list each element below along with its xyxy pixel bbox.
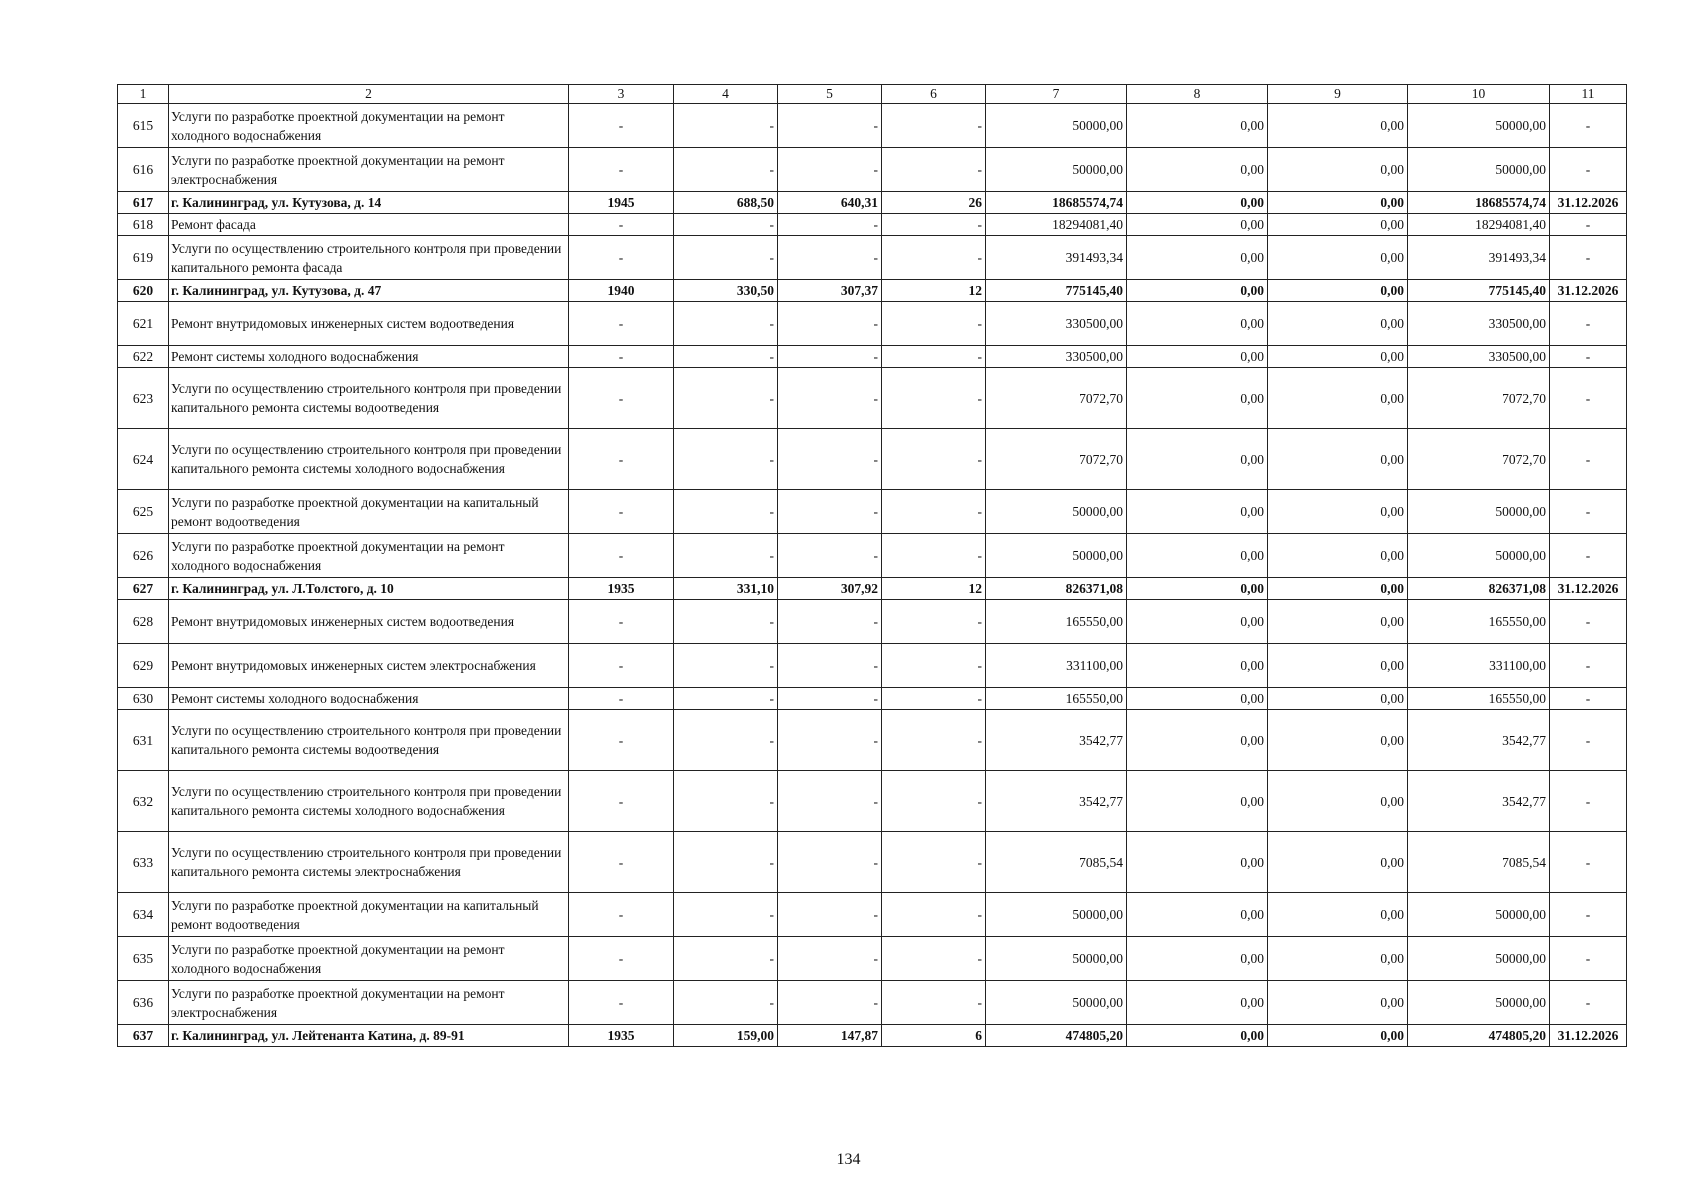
row-number-cell: 622	[118, 346, 169, 368]
cost-cell: 0,00	[1127, 832, 1268, 893]
living-area-cell: -	[778, 832, 882, 893]
deadline-cell: -	[1550, 771, 1627, 832]
cost-cell: 0,00	[1127, 981, 1268, 1025]
description-cell: Услуги по разработке проектной документации на ремонт холодного водоснабжения	[169, 534, 569, 578]
total-cost-cell: 474805,20	[986, 1025, 1127, 1047]
year-cell: 1935	[569, 578, 674, 600]
area-cell: -	[674, 302, 778, 346]
total-cost-cell: 50000,00	[986, 534, 1127, 578]
deadline-cell: -	[1550, 710, 1627, 771]
deadline-cell: -	[1550, 214, 1627, 236]
table-row	[118, 368, 1627, 429]
description-cell: Услуги по разработке проектной документации на ремонт электроснабжения	[169, 981, 569, 1025]
deadline-cell: -	[1550, 429, 1627, 490]
total-cost-cell: 775145,40	[986, 280, 1127, 302]
residents-cell: -	[882, 981, 986, 1025]
fund-cost-cell: 775145,40	[1408, 280, 1550, 302]
description-cell: Услуги по осуществлению строительного контроля при проведении капитального ремонта системы водоотведения	[169, 710, 569, 771]
area-cell: -	[674, 688, 778, 710]
year-cell: -	[569, 490, 674, 534]
cost-cell: 0,00	[1268, 302, 1408, 346]
row-number-cell: 624	[118, 429, 169, 490]
area-cell: -	[674, 534, 778, 578]
fund-cost-cell: 50000,00	[1408, 104, 1550, 148]
residents-cell: -	[882, 771, 986, 832]
column-header: 7	[986, 85, 1127, 104]
residents-cell: -	[882, 214, 986, 236]
year-cell: 1940	[569, 280, 674, 302]
fund-cost-cell: 330500,00	[1408, 302, 1550, 346]
cost-cell: 0,00	[1127, 1025, 1268, 1047]
deadline-cell: -	[1550, 148, 1627, 192]
cost-cell: 0,00	[1268, 346, 1408, 368]
row-number-cell: 636	[118, 981, 169, 1025]
cost-cell: 0,00	[1127, 893, 1268, 937]
total-cost-cell: 50000,00	[986, 490, 1127, 534]
cost-cell: 0,00	[1268, 534, 1408, 578]
row-number-cell: 626	[118, 534, 169, 578]
residents-cell: -	[882, 688, 986, 710]
area-cell: -	[674, 346, 778, 368]
fund-cost-cell: 391493,34	[1408, 236, 1550, 280]
cost-cell: 0,00	[1268, 148, 1408, 192]
area-cell: -	[674, 981, 778, 1025]
total-cost-cell: 50000,00	[986, 937, 1127, 981]
area-cell: -	[674, 236, 778, 280]
fund-cost-cell: 331100,00	[1408, 644, 1550, 688]
deadline-cell: -	[1550, 302, 1627, 346]
year-cell: -	[569, 148, 674, 192]
residents-cell: -	[882, 644, 986, 688]
residents-cell: -	[882, 710, 986, 771]
cost-cell: 0,00	[1127, 346, 1268, 368]
deadline-cell: -	[1550, 688, 1627, 710]
cost-cell: 0,00	[1268, 578, 1408, 600]
address-row	[118, 192, 1627, 214]
year-cell: -	[569, 214, 674, 236]
row-number-cell: 621	[118, 302, 169, 346]
residents-cell: -	[882, 534, 986, 578]
total-cost-cell: 7072,70	[986, 429, 1127, 490]
year-cell: -	[569, 644, 674, 688]
total-cost-cell: 50000,00	[986, 148, 1127, 192]
total-cost-cell: 18294081,40	[986, 214, 1127, 236]
year-cell: -	[569, 302, 674, 346]
cost-cell: 0,00	[1127, 368, 1268, 429]
deadline-cell: -	[1550, 490, 1627, 534]
column-header: 1	[118, 85, 169, 104]
year-cell: -	[569, 346, 674, 368]
living-area-cell: -	[778, 981, 882, 1025]
year-cell: -	[569, 104, 674, 148]
cost-cell: 0,00	[1268, 688, 1408, 710]
fund-cost-cell: 7085,54	[1408, 832, 1550, 893]
area-cell: -	[674, 490, 778, 534]
living-area-cell: -	[778, 368, 882, 429]
row-number-cell: 629	[118, 644, 169, 688]
cost-cell: 0,00	[1127, 937, 1268, 981]
description-cell: Ремонт фасада	[169, 214, 569, 236]
area-cell: 330,50	[674, 280, 778, 302]
fund-cost-cell: 165550,00	[1408, 600, 1550, 644]
cost-cell: 0,00	[1268, 214, 1408, 236]
year-cell: -	[569, 937, 674, 981]
residents-cell: -	[882, 302, 986, 346]
cost-cell: 0,00	[1127, 214, 1268, 236]
fund-cost-cell: 18685574,74	[1408, 192, 1550, 214]
row-number-cell: 620	[118, 280, 169, 302]
living-area-cell: -	[778, 302, 882, 346]
deadline-cell: 31.12.2026	[1550, 280, 1627, 302]
area-cell: 688,50	[674, 192, 778, 214]
row-number-cell: 625	[118, 490, 169, 534]
year-cell: -	[569, 832, 674, 893]
residents-cell: -	[882, 104, 986, 148]
year-cell: -	[569, 534, 674, 578]
description-cell: Услуги по разработке проектной документации на капитальный ремонт водоотведения	[169, 490, 569, 534]
description-cell: Услуги по осуществлению строительного контроля при проведении капитального ремонта фасада	[169, 236, 569, 280]
deadline-cell: -	[1550, 104, 1627, 148]
description-cell: Ремонт внутридомовых инженерных систем электроснабжения	[169, 644, 569, 688]
table-row	[118, 346, 1627, 368]
living-area-cell: 307,37	[778, 280, 882, 302]
table-row	[118, 832, 1627, 893]
table-row	[118, 771, 1627, 832]
total-cost-cell: 165550,00	[986, 688, 1127, 710]
column-number-header-row	[118, 85, 1627, 104]
cost-cell: 0,00	[1268, 1025, 1408, 1047]
fund-cost-cell: 50000,00	[1408, 148, 1550, 192]
living-area-cell: -	[778, 688, 882, 710]
residents-cell: 26	[882, 192, 986, 214]
living-area-cell: -	[778, 346, 882, 368]
year-cell: -	[569, 236, 674, 280]
row-number-cell: 627	[118, 578, 169, 600]
row-number-cell: 628	[118, 600, 169, 644]
total-cost-cell: 3542,77	[986, 771, 1127, 832]
column-header: 8	[1127, 85, 1268, 104]
total-cost-cell: 7072,70	[986, 368, 1127, 429]
residents-cell: -	[882, 236, 986, 280]
cost-cell: 0,00	[1127, 771, 1268, 832]
address-row	[118, 578, 1627, 600]
total-cost-cell: 3542,77	[986, 710, 1127, 771]
description-cell: г. Калининград, ул. Кутузова, д. 47	[169, 280, 569, 302]
column-header: 9	[1268, 85, 1408, 104]
table-row	[118, 214, 1627, 236]
cost-cell: 0,00	[1268, 236, 1408, 280]
deadline-cell: -	[1550, 236, 1627, 280]
row-number-cell: 635	[118, 937, 169, 981]
living-area-cell: -	[778, 490, 882, 534]
deadline-cell: -	[1550, 893, 1627, 937]
living-area-cell: -	[778, 600, 882, 644]
area-cell: -	[674, 214, 778, 236]
year-cell: -	[569, 688, 674, 710]
cost-cell: 0,00	[1127, 429, 1268, 490]
area-cell: -	[674, 104, 778, 148]
cost-cell: 0,00	[1268, 893, 1408, 937]
total-cost-cell: 330500,00	[986, 302, 1127, 346]
row-number-cell: 618	[118, 214, 169, 236]
description-cell: Ремонт системы холодного водоснабжения	[169, 688, 569, 710]
cost-cell: 0,00	[1127, 710, 1268, 771]
description-cell: Услуги по осуществлению строительного контроля при проведении капитального ремонта системы холодного водоснабжения	[169, 429, 569, 490]
column-header: 4	[674, 85, 778, 104]
living-area-cell: -	[778, 104, 882, 148]
address-row	[118, 280, 1627, 302]
description-cell: Ремонт внутридомовых инженерных систем водоотведения	[169, 302, 569, 346]
area-cell: 159,00	[674, 1025, 778, 1047]
table-row	[118, 236, 1627, 280]
living-area-cell: -	[778, 429, 882, 490]
cost-cell: 0,00	[1268, 104, 1408, 148]
cost-cell: 0,00	[1127, 688, 1268, 710]
living-area-cell: -	[778, 710, 882, 771]
description-cell: Ремонт внутридомовых инженерных систем водоотведения	[169, 600, 569, 644]
fund-cost-cell: 3542,77	[1408, 710, 1550, 771]
living-area-cell: 307,92	[778, 578, 882, 600]
cost-cell: 0,00	[1268, 832, 1408, 893]
residents-cell: -	[882, 429, 986, 490]
cost-cell: 0,00	[1127, 578, 1268, 600]
total-cost-cell: 331100,00	[986, 644, 1127, 688]
living-area-cell: 640,31	[778, 192, 882, 214]
residents-cell: 12	[882, 280, 986, 302]
table-row	[118, 937, 1627, 981]
area-cell: -	[674, 771, 778, 832]
row-number-cell: 617	[118, 192, 169, 214]
table-row	[118, 710, 1627, 771]
fund-cost-cell: 50000,00	[1408, 937, 1550, 981]
row-number-cell: 623	[118, 368, 169, 429]
row-number-cell: 631	[118, 710, 169, 771]
table-row	[118, 490, 1627, 534]
area-cell: -	[674, 368, 778, 429]
cost-cell: 0,00	[1268, 368, 1408, 429]
column-header: 3	[569, 85, 674, 104]
row-number-cell: 615	[118, 104, 169, 148]
total-cost-cell: 18685574,74	[986, 192, 1127, 214]
total-cost-cell: 50000,00	[986, 104, 1127, 148]
capital-repair-table	[117, 84, 1627, 1047]
year-cell: -	[569, 893, 674, 937]
cost-cell: 0,00	[1127, 302, 1268, 346]
cost-cell: 0,00	[1127, 236, 1268, 280]
area-cell: -	[674, 710, 778, 771]
table-row	[118, 104, 1627, 148]
cost-cell: 0,00	[1127, 600, 1268, 644]
living-area-cell: -	[778, 534, 882, 578]
deadline-cell: 31.12.2026	[1550, 192, 1627, 214]
area-cell: 331,10	[674, 578, 778, 600]
residents-cell: -	[882, 368, 986, 429]
description-cell: Услуги по разработке проектной документации на ремонт холодного водоснабжения	[169, 937, 569, 981]
row-number-cell: 633	[118, 832, 169, 893]
column-header: 2	[169, 85, 569, 104]
residents-cell: -	[882, 832, 986, 893]
page-number: 134	[836, 1151, 861, 1168]
area-cell: -	[674, 893, 778, 937]
description-cell: Ремонт системы холодного водоснабжения	[169, 346, 569, 368]
cost-cell: 0,00	[1127, 280, 1268, 302]
fund-cost-cell: 474805,20	[1408, 1025, 1550, 1047]
living-area-cell: 147,87	[778, 1025, 882, 1047]
column-header: 11	[1550, 85, 1627, 104]
description-cell: Услуги по разработке проектной документации на капитальный ремонт водоотведения	[169, 893, 569, 937]
year-cell: -	[569, 981, 674, 1025]
fund-cost-cell: 7072,70	[1408, 368, 1550, 429]
deadline-cell: -	[1550, 644, 1627, 688]
row-number-cell: 619	[118, 236, 169, 280]
year-cell: 1935	[569, 1025, 674, 1047]
residents-cell: 12	[882, 578, 986, 600]
area-cell: -	[674, 600, 778, 644]
fund-cost-cell: 50000,00	[1408, 893, 1550, 937]
total-cost-cell: 165550,00	[986, 600, 1127, 644]
column-header: 10	[1408, 85, 1550, 104]
fund-cost-cell: 50000,00	[1408, 490, 1550, 534]
fund-cost-cell: 826371,08	[1408, 578, 1550, 600]
deadline-cell: -	[1550, 981, 1627, 1025]
description-cell: Услуги по осуществлению строительного контроля при проведении капитального ремонта системы водоотведения	[169, 368, 569, 429]
description-cell: г. Калининград, ул. Л.Толстого, д. 10	[169, 578, 569, 600]
deadline-cell: -	[1550, 600, 1627, 644]
cost-cell: 0,00	[1268, 937, 1408, 981]
description-cell: г. Калининград, ул. Лейтенанта Катина, д. 89-91	[169, 1025, 569, 1047]
living-area-cell: -	[778, 937, 882, 981]
year-cell: -	[569, 368, 674, 429]
year-cell: -	[569, 600, 674, 644]
total-cost-cell: 50000,00	[986, 981, 1127, 1025]
fund-cost-cell: 7072,70	[1408, 429, 1550, 490]
living-area-cell: -	[778, 893, 882, 937]
year-cell: 1945	[569, 192, 674, 214]
cost-cell: 0,00	[1127, 192, 1268, 214]
cost-cell: 0,00	[1127, 490, 1268, 534]
deadline-cell: -	[1550, 937, 1627, 981]
cost-cell: 0,00	[1127, 534, 1268, 578]
residents-cell: -	[882, 600, 986, 644]
living-area-cell: -	[778, 236, 882, 280]
cost-cell: 0,00	[1127, 104, 1268, 148]
row-number-cell: 637	[118, 1025, 169, 1047]
year-cell: -	[569, 710, 674, 771]
cost-cell: 0,00	[1127, 644, 1268, 688]
deadline-cell: 31.12.2026	[1550, 1025, 1627, 1047]
table-row	[118, 981, 1627, 1025]
table-row	[118, 148, 1627, 192]
total-cost-cell: 330500,00	[986, 346, 1127, 368]
cost-cell: 0,00	[1268, 710, 1408, 771]
cost-cell: 0,00	[1268, 192, 1408, 214]
cost-cell: 0,00	[1268, 429, 1408, 490]
area-cell: -	[674, 148, 778, 192]
row-number-cell: 632	[118, 771, 169, 832]
total-cost-cell: 391493,34	[986, 236, 1127, 280]
residents-cell: -	[882, 937, 986, 981]
table-row	[118, 600, 1627, 644]
residents-cell: -	[882, 893, 986, 937]
description-cell: г. Калининград, ул. Кутузова, д. 14	[169, 192, 569, 214]
deadline-cell: -	[1550, 368, 1627, 429]
description-cell: Услуги по осуществлению строительного контроля при проведении капитального ремонта системы электроснабжения	[169, 832, 569, 893]
table-body	[118, 85, 1627, 1047]
total-cost-cell: 7085,54	[986, 832, 1127, 893]
cost-cell: 0,00	[1268, 490, 1408, 534]
row-number-cell: 630	[118, 688, 169, 710]
column-header: 5	[778, 85, 882, 104]
description-cell: Услуги по разработке проектной документации на ремонт холодного водоснабжения	[169, 104, 569, 148]
deadline-cell: -	[1550, 346, 1627, 368]
residents-cell: -	[882, 148, 986, 192]
table-row	[118, 302, 1627, 346]
year-cell: -	[569, 771, 674, 832]
cost-cell: 0,00	[1268, 981, 1408, 1025]
living-area-cell: -	[778, 644, 882, 688]
cost-cell: 0,00	[1268, 644, 1408, 688]
residents-cell: 6	[882, 1025, 986, 1047]
row-number-cell: 616	[118, 148, 169, 192]
fund-cost-cell: 50000,00	[1408, 981, 1550, 1025]
address-row	[118, 1025, 1627, 1047]
fund-cost-cell: 18294081,40	[1408, 214, 1550, 236]
deadline-cell: 31.12.2026	[1550, 578, 1627, 600]
living-area-cell: -	[778, 771, 882, 832]
cost-cell: 0,00	[1268, 600, 1408, 644]
total-cost-cell: 826371,08	[986, 578, 1127, 600]
table-row	[118, 644, 1627, 688]
area-cell: -	[674, 429, 778, 490]
residents-cell: -	[882, 490, 986, 534]
column-header: 6	[882, 85, 986, 104]
table-row	[118, 429, 1627, 490]
residents-cell: -	[882, 346, 986, 368]
deadline-cell: -	[1550, 534, 1627, 578]
area-cell: -	[674, 937, 778, 981]
row-number-cell: 634	[118, 893, 169, 937]
area-cell: -	[674, 644, 778, 688]
cost-cell: 0,00	[1268, 280, 1408, 302]
cost-cell: 0,00	[1127, 148, 1268, 192]
table-row	[118, 893, 1627, 937]
fund-cost-cell: 50000,00	[1408, 534, 1550, 578]
fund-cost-cell: 3542,77	[1408, 771, 1550, 832]
deadline-cell: -	[1550, 832, 1627, 893]
table-row	[118, 534, 1627, 578]
cost-cell: 0,00	[1268, 771, 1408, 832]
fund-cost-cell: 165550,00	[1408, 688, 1550, 710]
fund-cost-cell: 330500,00	[1408, 346, 1550, 368]
description-cell: Услуги по разработке проектной документации на ремонт электроснабжения	[169, 148, 569, 192]
year-cell: -	[569, 429, 674, 490]
table-row	[118, 688, 1627, 710]
area-cell: -	[674, 832, 778, 893]
living-area-cell: -	[778, 214, 882, 236]
living-area-cell: -	[778, 148, 882, 192]
total-cost-cell: 50000,00	[986, 893, 1127, 937]
description-cell: Услуги по осуществлению строительного контроля при проведении капитального ремонта системы холодного водоснабжения	[169, 771, 569, 832]
